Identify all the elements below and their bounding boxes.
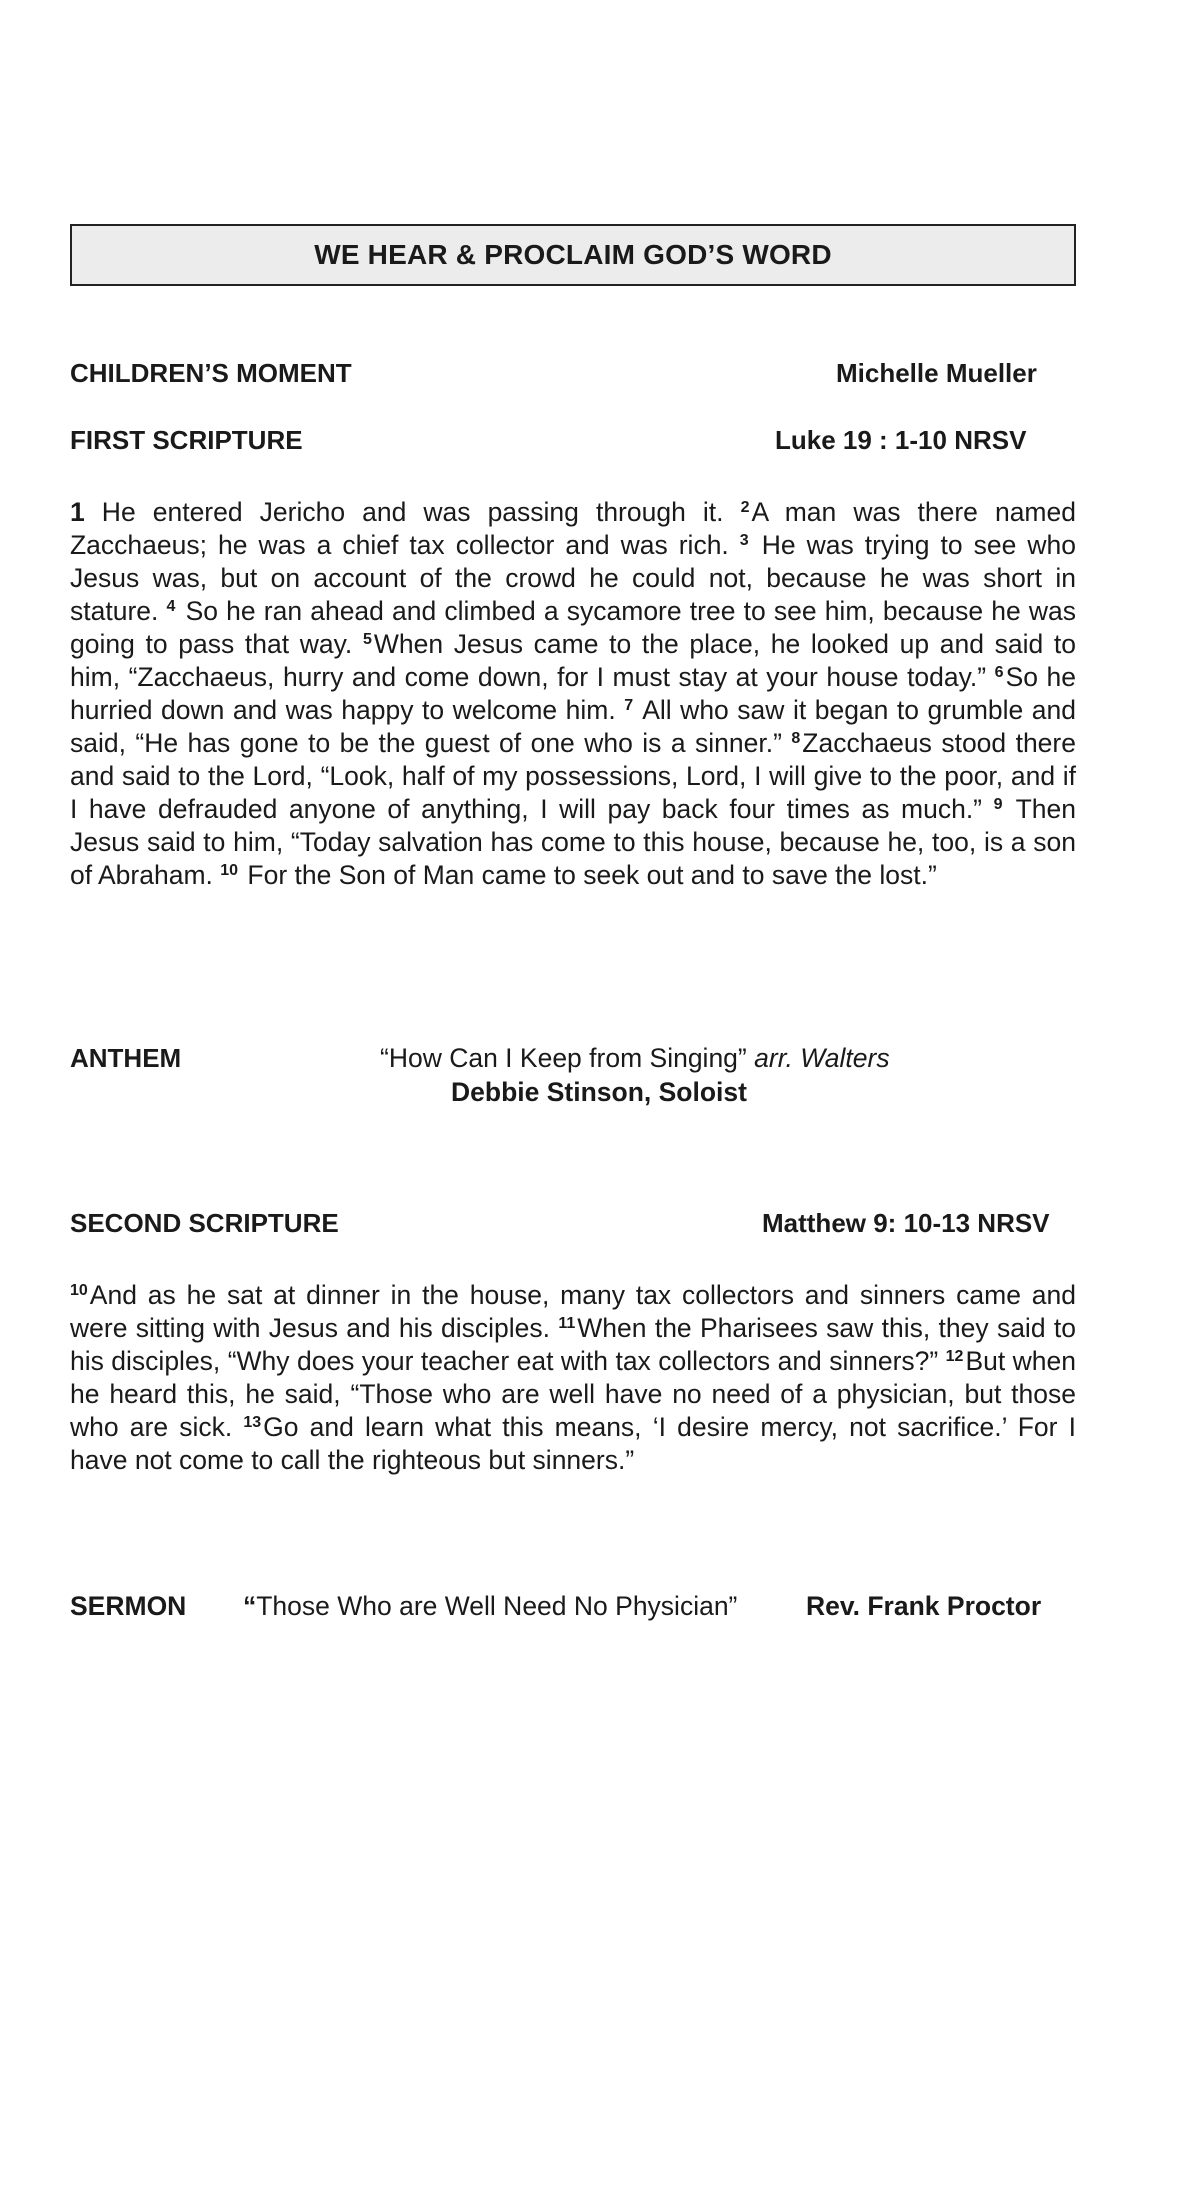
verse-text: When the Pharisees saw this, they said to his disciples, “Why does your teacher eat with tax collectors and sinners?” (70, 1313, 1076, 1376)
verse-number: 13 (243, 1414, 262, 1431)
verse-number: 3 (739, 532, 749, 549)
second-scripture-text (70, 1279, 1076, 1477)
section-banner (70, 224, 1076, 286)
anthem-label: ANTHEM (70, 1043, 182, 1073)
sermon-title-text: Those Who are Well Need No Physician” (256, 1591, 738, 1621)
section-title: WE HEAR & PROCLAIM GOD’S WORD (314, 239, 832, 270)
verse-number: 8 (791, 730, 801, 747)
anthem-title (380, 1043, 890, 1073)
sermon-speaker: Rev. Frank Proctor (806, 1591, 1042, 1621)
sermon-label: SERMON (70, 1591, 187, 1621)
anthem-song-title: “How Can I Keep from Singing” (380, 1043, 747, 1073)
verse-text: All who saw it began to grumble and said, “He has gone to be the guest of one who is a sinner.” (70, 695, 1077, 758)
first-scripture-label: FIRST SCRIPTURE (70, 425, 303, 455)
childrens-moment-label: CHILDREN’S MOMENT (70, 358, 352, 388)
first-scripture-text (70, 496, 1076, 892)
verse-text: Zacchaeus stood there and said to the Lord, “Look, half of my possessions, Lord, I will give to the poor, and if I have defrauded anyone of anything, I will pay back four times as much.” (70, 728, 1076, 824)
verse-number: 7 (624, 697, 634, 714)
childrens-moment-leader: Michelle Mueller (836, 358, 1037, 388)
verse-text: He entered Jericho and was passing through it. (84, 497, 741, 527)
verse-number: 12 (945, 1348, 964, 1365)
verse-number: 4 (166, 598, 176, 615)
verse-text: And as he sat at dinner in the house, many tax collectors and sinners came and were sitting with Jesus and his disciples. (70, 1280, 1076, 1343)
verse-number: 11 (558, 1315, 576, 1332)
sermon-open-quote: “ (243, 1591, 257, 1621)
verse-text: But when he heard this, he said, “Those who are well have no need of a physician, but those who are sick. (70, 1346, 1076, 1442)
verse-number: 1 (70, 497, 85, 527)
verse-number: 6 (994, 664, 1004, 681)
verse-text: He was trying to see who Jesus was, but on account of the crowd he could not, because he was short in stature. (70, 530, 1076, 626)
verse-number: 9 (993, 796, 1003, 813)
verse-text: So he hurried down and was happy to welcome him. (70, 662, 1076, 725)
verse-number: 5 (362, 631, 372, 648)
anthem-arranger: arr. Walters (754, 1043, 890, 1073)
sermon-title (243, 1591, 737, 1621)
verse-number: 2 (740, 499, 750, 516)
verse-text: When Jesus came to the place, he looked up and said to him, “Zacchaeus, hurry and come down, for I must stay at your house today.” (70, 629, 1076, 692)
second-scripture-reference: Matthew 9: 10-13 NRSV (762, 1208, 1050, 1238)
verse-text: For the Son of Man came to seek out and to save the lost.” (240, 860, 937, 890)
verse-text: Go and learn what this means, ‘I desire mercy, not sacrifice.’ For I have not come to call the righteous but sinners.” (70, 1412, 1076, 1475)
first-scripture-reference: Luke 19 : 1-10 NRSV (775, 425, 1027, 455)
second-scripture-label: SECOND SCRIPTURE (70, 1208, 339, 1238)
anthem-soloist: Debbie Stinson, Soloist (451, 1077, 747, 1107)
verse-text: Then Jesus said to him, “Today salvation has come to this house, because he, too, is a son of Abraham. (70, 794, 1076, 890)
verse-number: 10 (70, 1282, 88, 1299)
verse-text: A man was there named Zacchaeus; he was a chief tax collector and was rich. (70, 497, 1076, 560)
verse-text: So he ran ahead and climbed a sycamore tree to see him, because he was going to pass that way. (70, 596, 1076, 659)
verse-number: 10 (220, 862, 239, 879)
